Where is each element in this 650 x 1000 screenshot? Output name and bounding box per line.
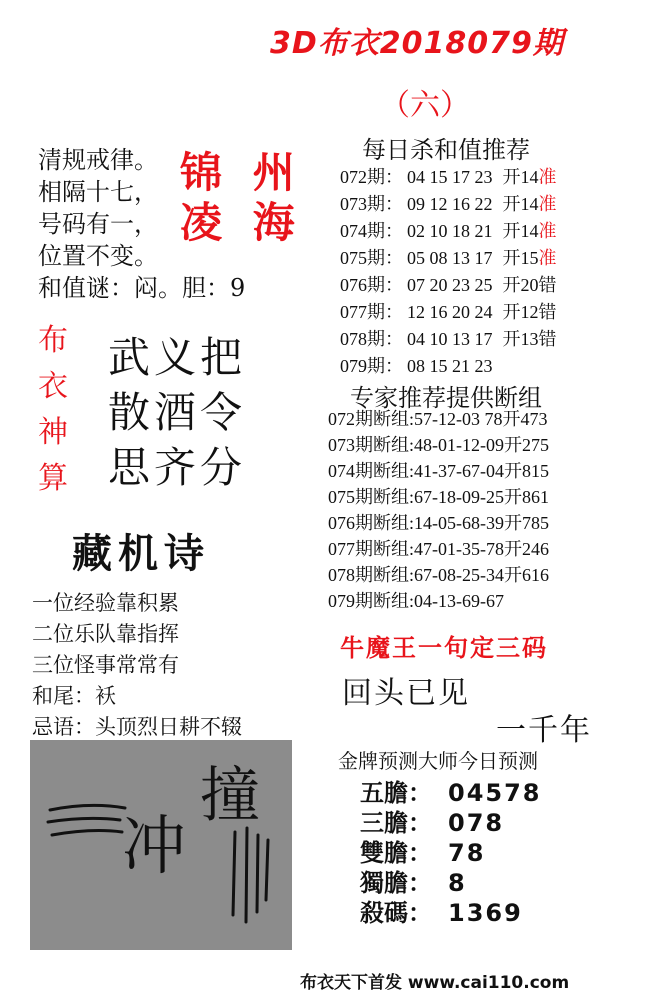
group-row: 079期断组:04-13-69-67	[328, 591, 504, 611]
buyi-shensuan-vertical	[38, 318, 74, 502]
jinzhou-text: 锦 州	[180, 148, 303, 197]
vertical-char: 神	[38, 415, 68, 450]
sum-numbers: 07 20 23 25	[407, 275, 493, 295]
sum-numbers: 04 15 17 23	[407, 167, 493, 187]
sum-mark: 错	[538, 275, 557, 295]
poem-line: 忌语：头顶烈日耕不辍	[32, 715, 242, 739]
riddle-line: 号码有一，	[38, 210, 158, 238]
prediction-label: 獨膽：	[360, 869, 432, 897]
sum-row	[340, 272, 557, 299]
sum-row	[340, 218, 557, 245]
buyi-line: 思齐分	[108, 443, 247, 492]
prediction-value: 078	[448, 809, 505, 837]
poem-title: 藏机诗	[72, 530, 210, 577]
sum-result: 开14	[502, 167, 539, 187]
sum-numbers: 05 08 13 17	[407, 248, 493, 268]
sum-row	[340, 326, 557, 353]
poem-line: 一位经验靠积累	[32, 591, 179, 615]
prediction-value: 78	[448, 839, 486, 867]
poem-line: 和尾：袄	[32, 684, 116, 708]
riddle-line: 清规戒律。	[38, 146, 158, 174]
group-row: 073期断组:48-01-12-09开275	[328, 435, 549, 455]
prediction-row	[360, 778, 542, 808]
sum-numbers: 08 15 21 23	[407, 356, 493, 376]
buyi-lines	[108, 330, 246, 495]
chong-char: 冲	[122, 810, 186, 884]
group-row: 075期断组:67-18-09-25开861	[328, 487, 549, 507]
master-predictions	[360, 778, 542, 928]
sum-result: 开20	[502, 275, 539, 295]
page-title: 3D布衣2018079期	[270, 26, 564, 61]
sum-period: 072期：	[340, 167, 403, 187]
sum-period: 077期：	[340, 302, 403, 322]
jinzhou-linghai	[180, 148, 303, 248]
vertical-char: 布	[38, 323, 68, 358]
prediction-row	[360, 808, 542, 838]
prediction-row	[360, 868, 542, 898]
sum-mark: 错	[538, 302, 557, 322]
page-subtitle: （六）	[380, 88, 470, 123]
sum-mark: 准	[538, 248, 557, 268]
buyi-line: 武义把	[108, 333, 247, 382]
prediction-label: 五膽：	[360, 779, 432, 807]
sum-numbers: 02 10 18 21	[407, 221, 493, 241]
footer: 布衣天下首发 www.cai110.com	[300, 973, 570, 993]
poem-line: 三位怪事常常有	[32, 653, 179, 677]
huitou-line1: 回头已见	[342, 676, 470, 711]
sum-result: 开14	[502, 221, 539, 241]
riddle-footer: 和值谜：闷。胆：9	[38, 274, 246, 302]
sum-period: 078期：	[340, 329, 403, 349]
master-header: 金牌预测大师今日预测	[338, 749, 538, 773]
sum-row	[340, 353, 557, 380]
poem-line: 二位乐队靠指挥	[32, 622, 179, 646]
sum-numbers: 09 12 16 22	[407, 194, 493, 214]
sum-period: 079期：	[340, 356, 403, 376]
sum-mark: 准	[538, 221, 557, 241]
group-row: 074期断组:41-37-67-04开815	[328, 461, 549, 481]
sum-period: 073期：	[340, 194, 403, 214]
huitou-line2: 一千年	[496, 713, 592, 748]
group-row: 072期断组:57-12-03 78开473	[328, 409, 548, 429]
sum-mark: 准	[538, 194, 557, 214]
prediction-value: 8	[448, 869, 467, 897]
sum-row	[340, 245, 557, 272]
sum-numbers: 12 16 20 24	[407, 302, 493, 322]
sum-mark: 准	[538, 167, 557, 187]
prediction-value: 04578	[448, 779, 542, 807]
sum-result: 开13	[502, 329, 539, 349]
sum-result: 开12	[502, 302, 539, 322]
vertical-char: 衣	[38, 369, 68, 404]
calligraphy-image	[30, 740, 292, 950]
buyi-line: 散酒令	[108, 388, 247, 437]
sum-period: 075期：	[340, 248, 403, 268]
sum-row	[340, 164, 557, 191]
sum-table	[340, 164, 557, 380]
sum-period: 074期：	[340, 221, 403, 241]
sum-mark: 错	[538, 329, 557, 349]
sum-result: 开14	[502, 194, 539, 214]
sum-row	[340, 191, 557, 218]
sum-header: 每日杀和值推荐	[362, 136, 530, 164]
vertical-char: 算	[38, 461, 68, 496]
prediction-row	[360, 838, 542, 868]
sum-numbers: 04 10 13 17	[407, 329, 493, 349]
group-row: 078期断组:67-08-25-34开616	[328, 565, 549, 585]
group-header: 专家推荐提供断组	[350, 384, 542, 412]
group-row: 077期断组:47-01-35-78开246	[328, 539, 549, 559]
sum-row	[340, 299, 557, 326]
group-table	[328, 406, 549, 614]
prediction-label: 雙膽：	[360, 839, 432, 867]
riddle-line: 位置不变。	[38, 242, 158, 270]
prediction-row	[360, 898, 542, 928]
linghai-text: 凌 海	[180, 198, 303, 247]
zhuang-char: 撞	[200, 761, 260, 831]
prediction-label: 三膽：	[360, 809, 432, 837]
sum-result: 开15	[502, 248, 539, 268]
prediction-value: 1369	[448, 899, 523, 927]
group-row: 076期断组:14-05-68-39开785	[328, 513, 549, 533]
poem-lines	[32, 588, 242, 743]
prediction-label: 殺碼：	[360, 899, 432, 927]
sum-period: 076期：	[340, 275, 403, 295]
riddle-line: 相隔十七，	[38, 178, 158, 206]
niumo-line: 牛魔王一句定三码	[340, 633, 548, 662]
